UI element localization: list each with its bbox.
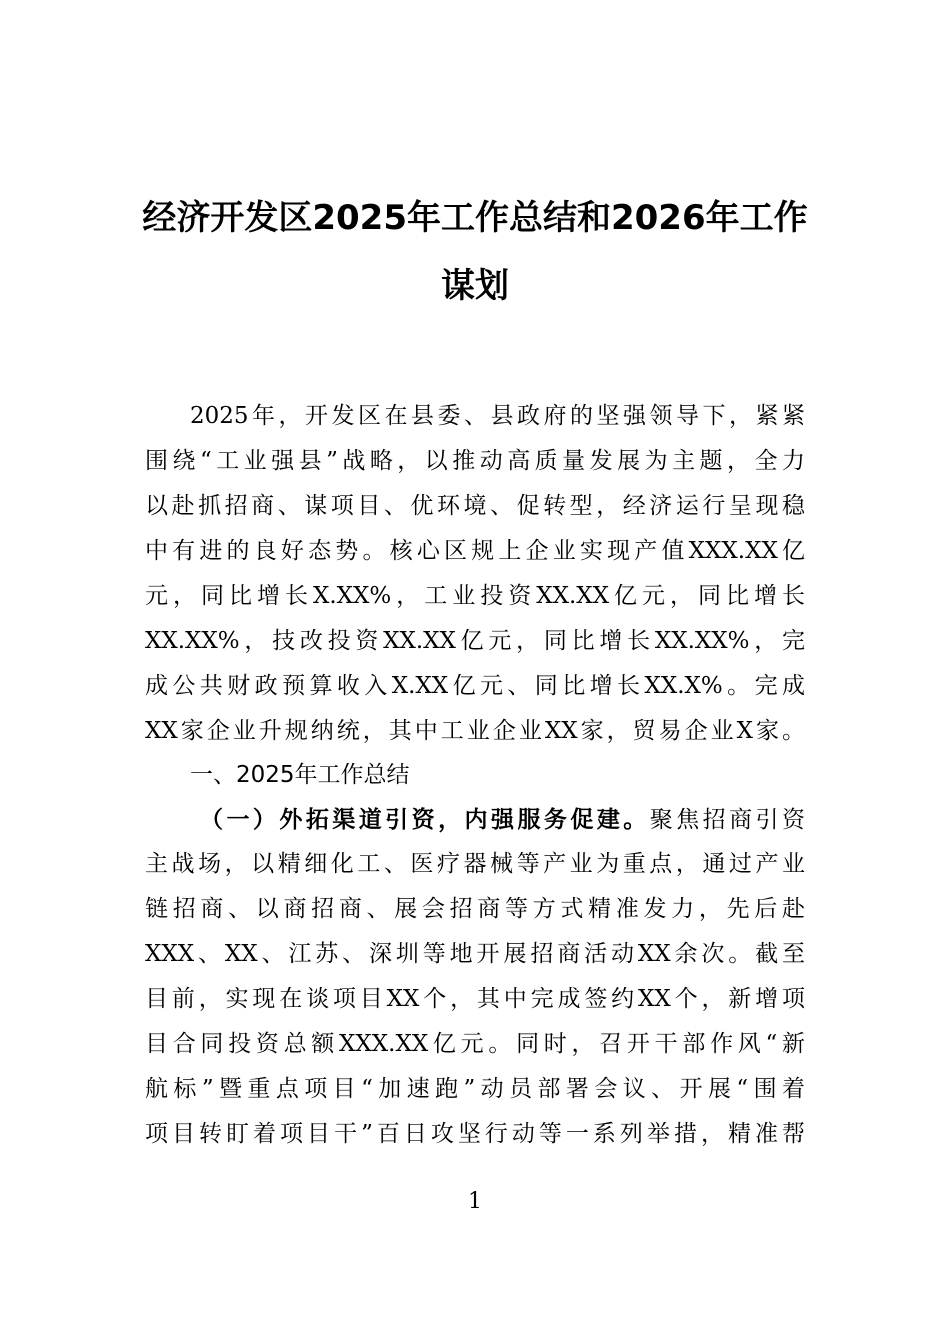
intro-line: XX.XX%，技改投资XX.XX亿元，同比增长XX.XX%，完	[145, 628, 805, 654]
document-title-line-1: 经济开发区2025年工作总结和2026年工作	[142, 198, 808, 238]
subsection-heading: （一）外拓渠道引资，内强服务促建。	[200, 806, 650, 833]
subsection-first-text: 聚焦招商引资	[649, 807, 806, 833]
body-line: 航标”暨重点项目“加速跑”动员部署会议、开展“围着	[145, 1076, 805, 1102]
intro-line: 围绕“工业强县”战略，以推动高质量发展为主题，全力	[145, 448, 805, 474]
body-line: 主战场，以精细化工、医疗器械等产业为重点，通过产业	[145, 851, 805, 877]
intro-line: 成公共财政预算收入X.XX亿元、同比增长XX.X%。完成	[145, 673, 805, 699]
body-line: 链招商、以商招商、展会招商等方式精准发力，先后赴	[145, 896, 805, 922]
intro-line: 中有进的良好态势。核心区规上企业实现产值XXX.XX亿	[145, 538, 805, 564]
body-line: 项目转盯着项目干”百日攻坚行动等一系列举措，精准帮	[145, 1121, 805, 1147]
body-line: 目前，实现在谈项目XX个，其中完成签约XX个，新增项	[145, 986, 805, 1012]
page-number: 1	[468, 1189, 482, 1214]
body-line: 目合同投资总额XXX.XX亿元。同时，召开干部作风“新	[145, 1031, 805, 1057]
intro-line: 以赴抓招商、谋项目、优环境、促转型，经济运行呈现稳	[145, 493, 805, 519]
subsection-first-line	[200, 797, 805, 842]
section-heading: 一、2025年工作总结	[190, 762, 410, 788]
intro-line: 元，同比增长X.XX%，工业投资XX.XX亿元，同比增长	[145, 583, 805, 609]
body-line: XXX、XX、江苏、深圳等地开展招商活动XX余次。截至	[145, 941, 805, 967]
intro-line: 2025年，开发区在县委、县政府的坚强领导下，紧紧	[190, 403, 805, 429]
intro-line: XX家企业升规纳统，其中工业企业XX家，贸易企业X家。	[145, 718, 805, 744]
document-title-line-2: 谋划	[441, 266, 509, 306]
